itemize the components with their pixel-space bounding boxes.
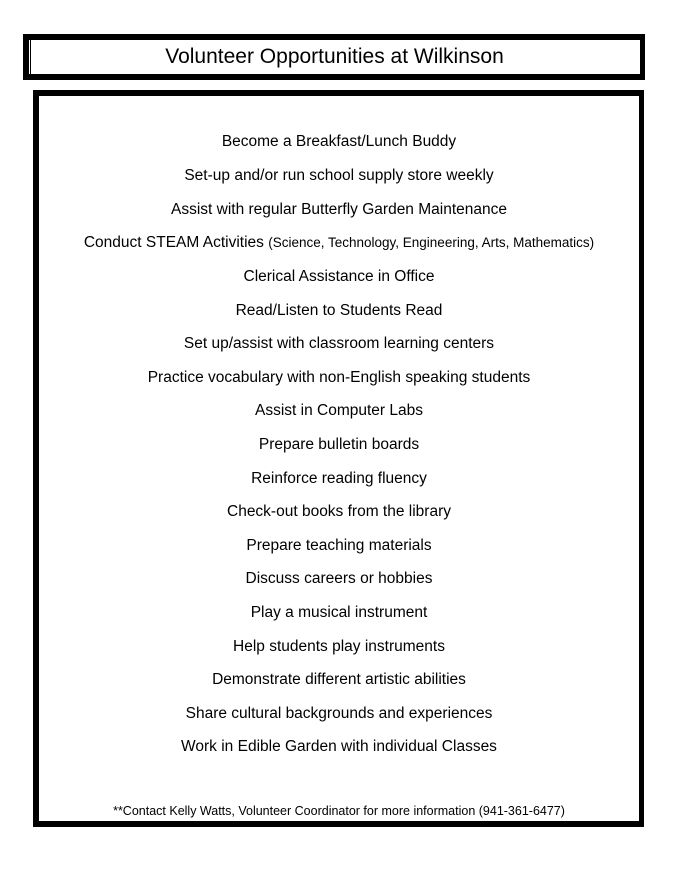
title-box — [23, 34, 645, 80]
list-item: Read/Listen to Students Read — [235, 302, 443, 319]
list-item: Reinforce reading fluency — [251, 470, 427, 487]
list-item: Assist in Computer Labs — [255, 402, 423, 419]
list-item: Check-out books from the library — [227, 503, 451, 520]
list-item: Help students play instruments — [233, 638, 445, 655]
list-item: Set-up and/or run school supply store weekly — [184, 167, 494, 184]
list-item: Practice vocabulary with non-English speaking students — [147, 369, 531, 386]
list-item: Set up/assist with classroom learning centers — [183, 335, 495, 352]
page-title: Volunteer Opportunities at Wilkinson — [165, 45, 504, 68]
contact-note: **Contact Kelly Watts, Volunteer Coordinator for more information (941-361-6477) — [113, 804, 565, 818]
list-item: Become a Breakfast/Lunch Buddy — [221, 133, 457, 150]
list-item: Share cultural backgrounds and experiences — [185, 705, 493, 722]
list-item: Work in Edible Garden with individual Classes — [181, 738, 497, 755]
list-item: Clerical Assistance in Office — [243, 268, 435, 285]
list-item: Assist with regular Butterfly Garden Maintenance — [171, 201, 507, 218]
list-item-detail: (Science, Technology, Engineering, Arts, Mathematics) — [268, 235, 595, 250]
list-item: Conduct STEAM Activities (Science, Technology, Engineering, Arts, Mathematics) — [83, 234, 595, 251]
list-item: Prepare teaching materials — [246, 537, 432, 554]
list-item: Prepare bulletin boards — [258, 436, 420, 453]
list-item: Demonstrate different artistic abilities — [212, 671, 466, 688]
opportunities-box — [33, 90, 644, 827]
list-item: Play a musical instrument — [250, 604, 428, 621]
list-item: Discuss careers or hobbies — [245, 570, 433, 587]
